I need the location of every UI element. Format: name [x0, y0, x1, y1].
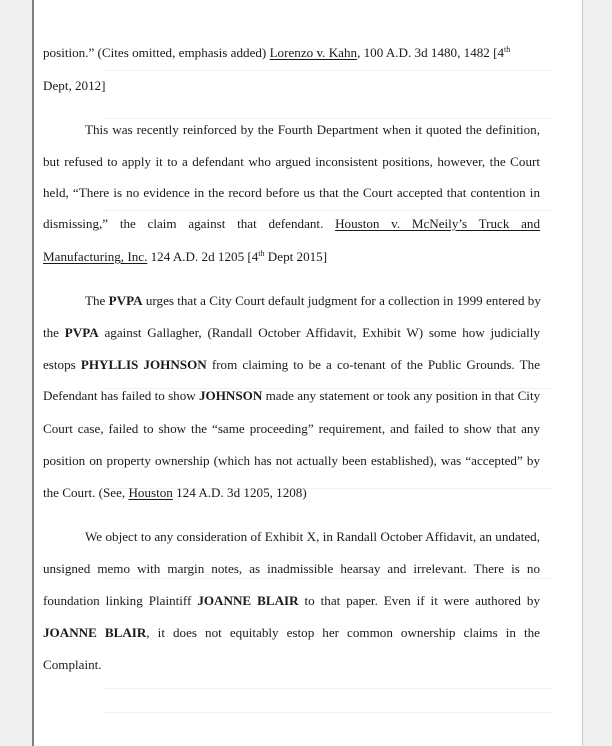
text-line: position on property ownership (which has not actually been established), was “accepted” by [43, 453, 540, 468]
text-line: Court case, failed to show the “same proceeding” requirement, and failed to show that any [43, 421, 540, 436]
case-citation: Houston v. McNeily’s Truck and [335, 216, 540, 231]
case-citation: Lorenzo v. Kahn [269, 45, 358, 60]
text-line: the PVPA against Gallagher, (Randall October Affidavit, Exhibit W) some how judicially [43, 325, 540, 340]
bleed-through-line [104, 118, 552, 119]
text-line: estops PHYLLIS JOHNSON from claiming to be a co-tenant of the Public Grounds. The [43, 357, 541, 372]
bleed-through-line [104, 210, 552, 211]
bleed-through-line [104, 712, 552, 713]
text-line: foundation linking Plaintiff JOANNE BLAIR to that paper. Even if it were authored by [43, 593, 540, 608]
bleed-through-line [104, 578, 552, 579]
text-line: Dept, 2012] [43, 78, 106, 93]
text-line: but refused to apply it to a defendant who argued inconsistent positions, however, the Court [43, 154, 540, 169]
text-line: position.” (Cites omitted, emphasis added) Lorenzo v. Kahn, 100 A.D. 3d 1480, 1482 [4th [43, 45, 511, 60]
bleed-through-line [104, 70, 552, 71]
text-line: dismissing,” the claim against that defendant. Houston v. McNeily’s Truck and [43, 216, 540, 231]
text-line: Complaint. [43, 657, 102, 672]
bleed-through-line [104, 688, 552, 689]
text-line-indented: This was recently reinforced by the Fourth Department when it quoted the definition, [85, 122, 540, 137]
text-line: Defendant has failed to show JOHNSON made any statement or took any position in that City [43, 388, 541, 403]
case-citation: Manufacturing, Inc. [43, 249, 148, 264]
text-line-indented: The PVPA urges that a City Court default judgment for a collection in 1999 entered by [85, 293, 541, 308]
text-line: Manufacturing, Inc. 124 A.D. 2d 1205 [4th Dept 2015] [43, 249, 328, 264]
text-line-indented: We object to any consideration of Exhibit X, in Randall October Affidavit, an undated, [85, 529, 540, 544]
text-line: JOANNE BLAIR, it does not equitably estop her common ownership claims in the [43, 625, 540, 640]
text-line: unsigned memo with margin notes, as inadmissible hearsay and irrelevant. There is no [43, 561, 540, 576]
case-citation: Houston [128, 485, 173, 500]
text-line: the Court. (See, Houston 124 A.D. 3d 1205, 1208) [43, 485, 307, 500]
document-page [32, 0, 583, 746]
text-line: held, “There is no evidence in the record before us that the Court accepted that contention in [43, 185, 540, 200]
